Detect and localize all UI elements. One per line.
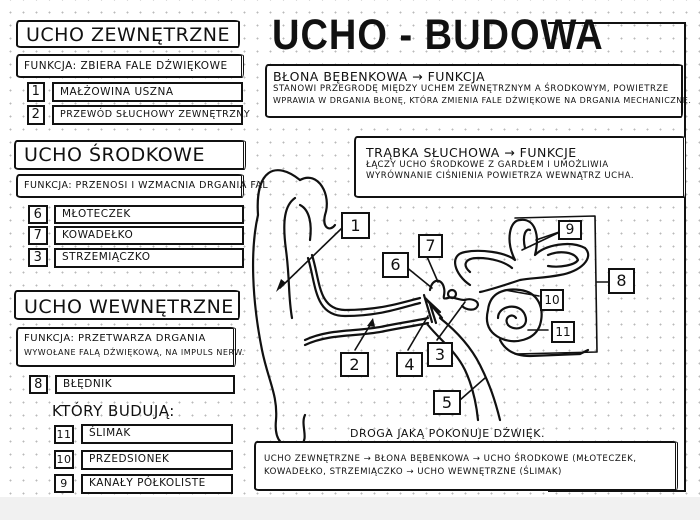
eardrum-title: BŁONA BĘBENKOWA → FUNKCJA <box>273 69 486 84</box>
middle-ear-heading: UCHO ŚRODKOWE <box>14 140 246 170</box>
inner-ear-subheading: KTÓRY BUDUJĄ: <box>52 402 175 420</box>
diagram-label-5: 5 <box>433 390 461 415</box>
eardrum-line-1: STANOWI PRZEGRODĘ MIĘDZY UCHEM ZEWNĘTRZNYM A ŚRODKOWYM, POWIETRZE <box>273 84 669 94</box>
outer-ear-function: FUNKCJA: ZBIERA FALE DŹWIĘKOWE <box>16 54 244 78</box>
diagram-label-6: 6 <box>382 252 409 278</box>
inner-ear-sub-item-1-label: ŚLIMAK <box>81 424 233 444</box>
auricle-outline <box>253 170 305 446</box>
outer-ear-heading: UCHO ZEWNĘTRZNE <box>16 20 240 48</box>
middle-ear-function: FUNKCJA: PRZENOSI I WZMACNIA DRGANIA FAL <box>16 174 244 198</box>
inner-ear-function-line-1: FUNKCJA: PRZETWARZA DRGANIA <box>24 333 206 344</box>
diagram-label-1: 1 <box>341 212 370 239</box>
sound-path-box <box>254 441 678 491</box>
inner-ear-sub-item-3-number: 9 <box>54 474 74 493</box>
sound-path-line-1: UCHO ZEWNĘTRZNE → BŁONA BĘBENKOWA → UCHO ŚRODKOWE (MŁOTECZEK, <box>264 454 637 464</box>
eardrum-line-2: WPRAWIA W DRGANIA BŁONĘ, KTÓRA ZMIENIA FALE DŹWIĘKOWE NA DRGANIA MECHANICZNE. <box>273 96 692 105</box>
sound-path-caption: DROGA JAKĄ POKONUJE DŹWIĘK. <box>350 427 545 440</box>
middle-ear-item-3-number: 3 <box>28 248 48 267</box>
diagram-label-4: 4 <box>396 352 423 377</box>
middle-ear-item-1-label: MŁOTECZEK <box>54 205 244 224</box>
page-title: UCHO - BUDOWA <box>272 12 604 60</box>
diagram-label-10: 10 <box>540 289 564 311</box>
inner-ear-heading: UCHO WEWNĘTRZNE <box>14 290 240 320</box>
outer-ear-item-1-label: MAŁŻOWINA USZNA <box>52 82 243 102</box>
inner-ear-item-1-number: 8 <box>29 375 48 394</box>
inner-ear-item-1-label: BŁĘDNIK <box>55 375 235 394</box>
diagram-label-9: 9 <box>558 220 582 240</box>
diagram-label-8: 8 <box>608 268 635 294</box>
diagram-label-11: 11 <box>551 321 575 343</box>
sound-path-line-2: KOWADEŁKO, STRZEMIĄCZKO → UCHO WEWNĘTRZNE (ŚLIMAK) <box>264 467 562 477</box>
diagram-label-2: 2 <box>340 352 369 377</box>
inner-ear-sub-item-3-label: KANAŁY PÓŁKOLISTE <box>81 474 233 494</box>
inner-ear-function-line-2: WYWOŁANE FALĄ DŹWIĘKOWĄ, NA IMPULS NERW. <box>24 348 245 357</box>
eustachian-tube-line-1: ŁĄCZY UCHO ŚRODKOWE Z GARDŁEM I UMOŻLIWIA <box>366 160 609 170</box>
middle-ear-item-1-number: 6 <box>28 205 48 224</box>
inner-ear-sub-item-2-number: 10 <box>54 450 74 469</box>
eustachian-tube-line-2: WYRÓWNANIE CIŚNIENIA POWIETRZA WEWNĄTRZ UCHA. <box>366 171 635 181</box>
outer-ear-item-2-label: PRZEWÓD SŁUCHOWY ZEWNĘTRZNY <box>52 105 243 125</box>
outer-ear-item-2-number: 2 <box>27 105 45 125</box>
diagram-label-3: 3 <box>427 342 453 367</box>
middle-ear-item-3-label: STRZEMIĄCZKO <box>54 248 244 268</box>
outer-ear-item-1-number: 1 <box>27 82 45 102</box>
middle-ear-item-2-label: KOWADEŁKO <box>54 226 244 245</box>
inner-ear-sub-item-1-number: 11 <box>54 425 74 444</box>
diagram-label-7: 7 <box>418 234 443 258</box>
eustachian-tube-title: TRĄBKA SŁUCHOWA → FUNKCJE <box>366 145 577 160</box>
inner-ear-sub-item-2-label: PRZEDSIONEK <box>81 450 233 470</box>
middle-ear-item-2-number: 7 <box>28 226 48 245</box>
